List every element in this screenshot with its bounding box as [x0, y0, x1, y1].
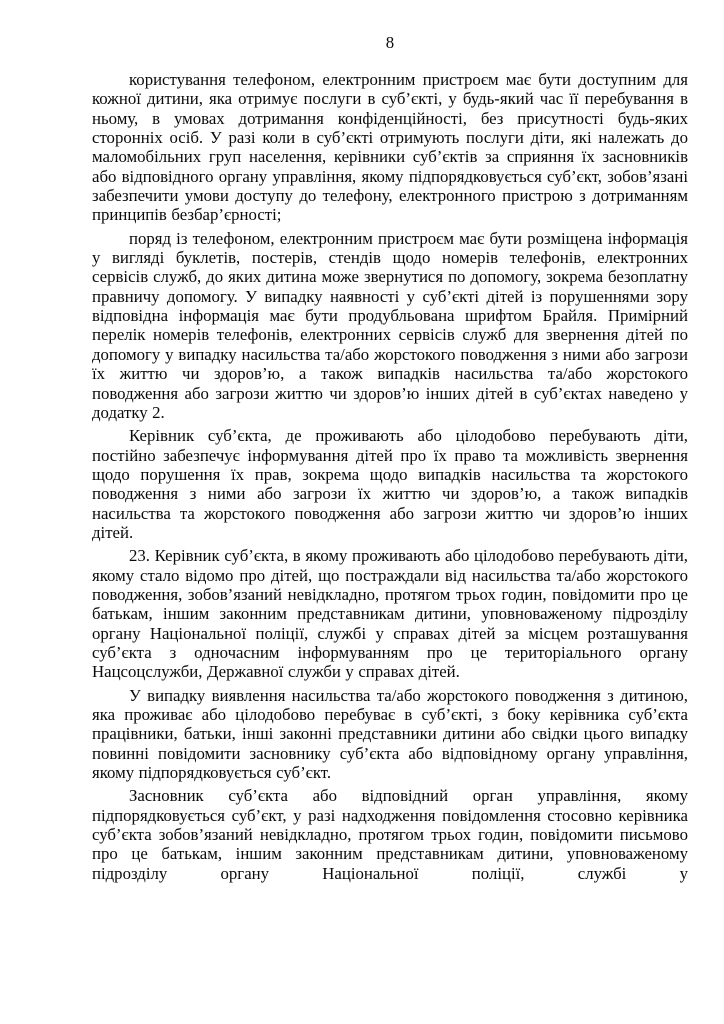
page-number: 8: [385, 33, 395, 52]
paragraph: поряд із телефоном, електронним пристроєм має бути розміщена інформація у вигляді буклетів, постерів, стендів щодо номерів телефонів, електронних сервісів служб, до яких дитина може звернутися по допомогу, зокрема безоплатну правничу допомогу. У випадку наявності у суб’єкті дітей із порушеннями зору відповідна інформація має бути продубльована шрифтом Брайля. Примірний перелік номерів телефонів, електронних сервісів служб для звернення дітей по допомогу у випадку насильства та/або жорстокого поводження з ними або загрози їх життю чи здоров’ю, а також випадків насильства та/або жорстокого поводження або загрози життю чи здоров’ю інших дітей в суб’єктах наведено у додатку 2.: [92, 228, 688, 422]
paragraph: Засновник суб’єкта або відповідний орган управління, якому підпорядковується суб’єкт, у разі надходження повідомлення стосовно керівника суб’єкта зобов’язаний невідкладно, протягом трьох годин, повідомити письмово про це батькам, іншим законним представникам дитини, уповноваженому підрозділу органу Національної поліції, службі у: [92, 786, 688, 883]
document-body: [92, 70, 688, 883]
paragraph: Керівник суб’єкта, де проживають або цілодобово перебувають діти, постійно забезпечує інформування дітей про їх право та можливість звернення щодо порушення їх прав, зокрема щодо випадків насильства та жорстокого поводження з ними або загрози їх життю чи здоров’ю, а також випадків насильства та жорстокого поводження або загрози життю чи здоров’ю інших дітей.: [92, 426, 688, 542]
paragraph: 23. Керівник суб’єкта, в якому проживають або цілодобово перебувають діти, якому стало відомо про дітей, що постраждали від насильства та/або жорстокого поводження, зобов’язаний невідкладно, протягом трьох годин, повідомити про це батькам, іншим законним представникам дитини, уповноваженому підрозділу органу Національної поліції, службі у справах дітей за місцем розташування суб’єкта з одночасним інформуванням про це територіального органу Нацсоцслужби, Державної служби у справах дітей.: [92, 546, 688, 682]
paragraph: користування телефоном, електронним пристроєм має бути доступним для кожної дитини, яка отримує послуги в суб’єкті, у будь-який час її перебування в ньому, в умовах дотримання конфіденційності, без присутності будь-яких сторонніх осіб. У разі коли в суб’єкті отримують послуги діти, які належать до маломобільних груп населення, керівники суб’єктів за сприяння їх засновників або відповідного органу управління, якому підпорядковується суб’єкт, зобов’язані забезпечити умови доступу до телефону, електронного пристрою з дотриманням принципів безбар’єрності;: [92, 70, 688, 225]
paragraph: У випадку виявлення насильства та/або жорстокого поводження з дитиною, яка проживає або цілодобово перебуває в суб’єкті, з боку керівника суб’єкта працівники, батьки, інші законні представники дитини або свідки цього випадку повинні повідомити засновнику суб’єкта або відповідному органу управління, якому підпорядковується суб’єкт.: [92, 685, 688, 783]
